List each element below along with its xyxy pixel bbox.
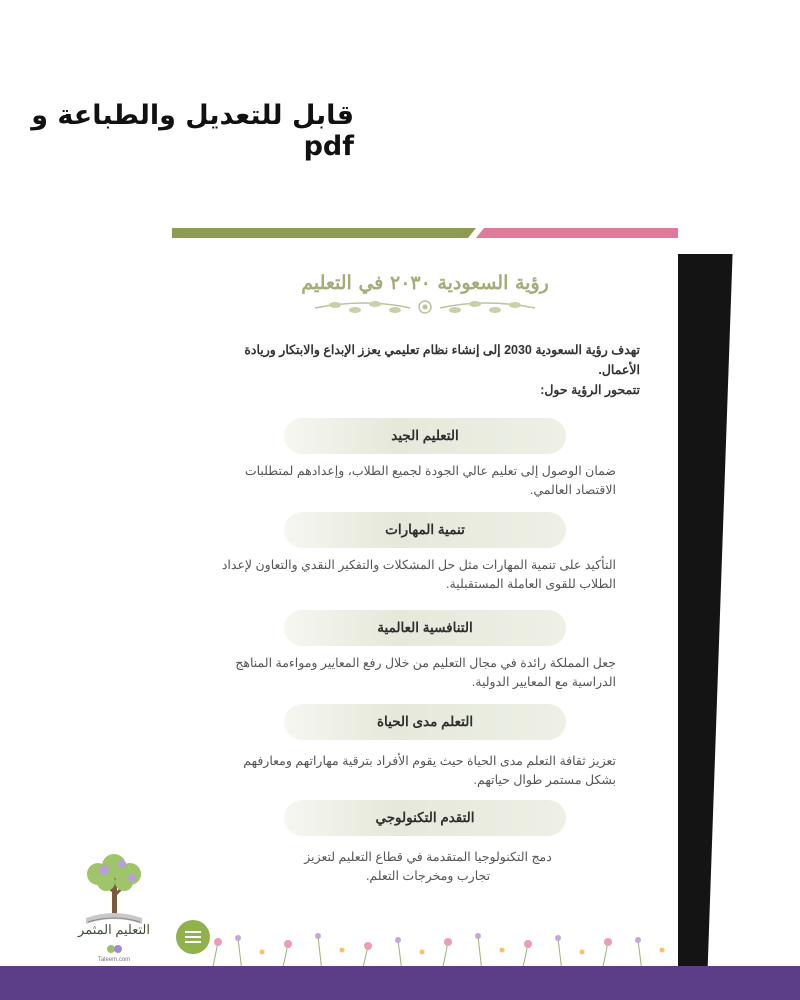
- page-title: رؤية السعودية ٢٠٣٠ في التعليم: [301, 272, 549, 294]
- promo-headline: قابل للتعديل والطباعة و pdf: [31, 100, 354, 162]
- top-bar-green: [172, 228, 476, 238]
- section-text-lifelong-learning: تعزيز ثقافة التعلم مدى الحياة حيث يقوم الأفراد بترقية مهاراتهم ومعارفهم بشكل مستمر طوال حياتهم.: [243, 754, 616, 787]
- menu-button[interactable]: [176, 920, 210, 954]
- logo-name: التعليم المثمر: [78, 922, 150, 937]
- section-text-competitiveness: جعل المملكة رائدة في مجال التعليم من خلال رفع المعايير ومواءمة المناهج الدراسية مع المعايير الدولية.: [235, 656, 616, 689]
- document-page: [172, 228, 678, 972]
- intro-text: [200, 340, 640, 400]
- intro-line-1: تهدف رؤية السعودية 2030 إلى إنشاء نظام تعليمي يعزز الإبداع والابتكار وريادة الأعمال.: [244, 343, 640, 377]
- section-text-skills: التأكيد على تنمية المهارات مثل حل المشكلات والتفكير النقدي والتعاون لإعداد الطلاب للقوى العاملة المستقبلية.: [221, 558, 616, 591]
- logo-circles-icon: [106, 944, 124, 954]
- section-text-technology: دمج التكنولوجيا المتقدمة في قطاع التعليم لتعزيز تجارب ومخرجات التعلم.: [304, 850, 552, 883]
- list-icon: [185, 930, 201, 944]
- section-heading-competitiveness: التنافسية العالمية: [284, 610, 566, 646]
- section-text-quality-education: ضمان الوصول إلى تعليم عالي الجودة لجميع الطلاب، وإعدادهم لمتطلبات الاقتصاد العالمي.: [244, 464, 616, 497]
- bottom-band: [0, 966, 800, 1000]
- section-heading-quality-education: التعليم الجيد: [284, 418, 566, 454]
- section-heading-skills: تنمية المهارات: [284, 512, 566, 548]
- section-heading-technology: التقدم التكنولوجي: [284, 800, 566, 836]
- ornament-divider: [305, 296, 545, 318]
- intro-line-2: تتمحور الرؤية حول:: [540, 383, 640, 397]
- top-bar-pink: [476, 228, 678, 238]
- logo-url: Taleem.com: [97, 957, 131, 963]
- section-heading-lifelong-learning: التعلم مدى الحياة: [284, 704, 566, 740]
